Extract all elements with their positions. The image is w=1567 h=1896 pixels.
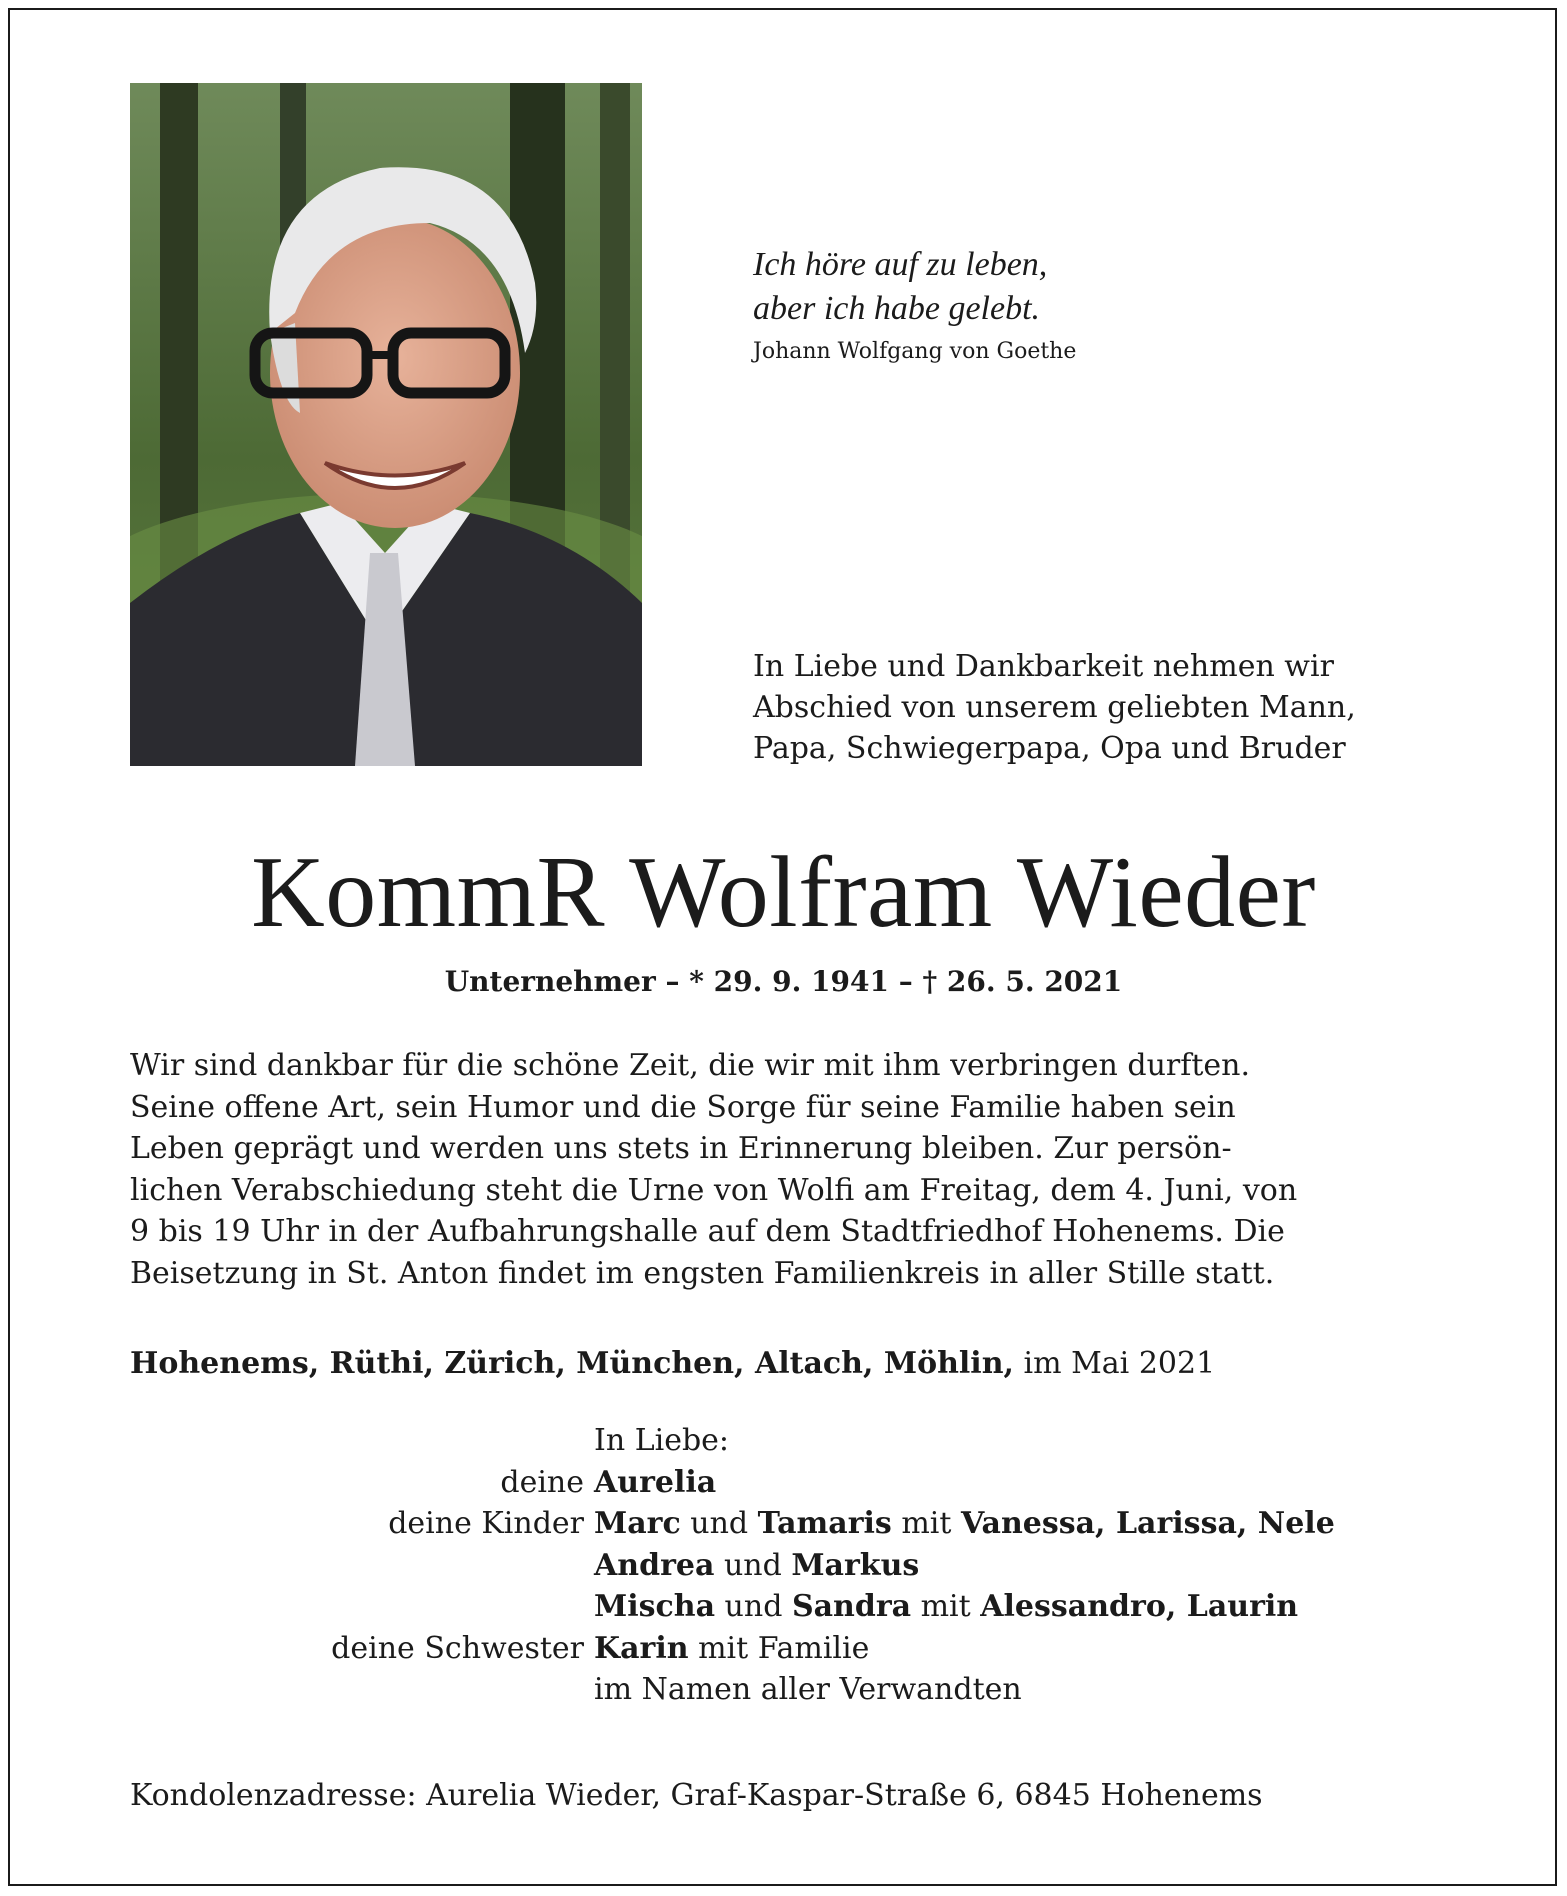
family-names [594,1586,1298,1628]
body-line: Wir sind dankbar für die schöne Zeit, die wir mit ihm verbringen durften. [130,1048,1251,1083]
intro-text [753,646,1473,769]
body-line: 9 bis 19 Uhr in der Aufbahrungshalle auf dem Stadtfriedhof Hohenems. Die [130,1214,1285,1249]
month-year: im Mai 2021 [1013,1346,1216,1381]
quote-line-2: aber ich habe gelebt. [753,290,1041,327]
family-heading: In Liebe: [594,1423,730,1458]
body-line: Beisetzung in St. Anton findet im engsten Familienkreis in aller Stille statt. [130,1255,1275,1291]
family-row [0,1586,1567,1628]
conjunction: mit [911,1589,981,1624]
partner-name: Markus [791,1547,920,1583]
quote-block [753,243,1373,369]
family-row [0,1669,1567,1711]
relation-label: deine [500,1464,584,1500]
family-names [594,1462,716,1504]
body-line: lichen Verabschiedung steht die Urne von Wolfi am Freitag, dem 4. Juni, von [130,1172,1298,1208]
grandchildren-names: Vanessa, Larissa, Nele [960,1506,1335,1541]
family-names [594,1503,1335,1545]
partner-name: Tamaris [757,1506,892,1541]
body-line: Seine offene Art, sein Humor und die Sorge für seine Familie haben sein [130,1089,1236,1125]
child-name: Andrea [594,1547,715,1583]
intro-line-3: Papa, Schwiegerpapa, Opa und Bruder [753,731,1346,766]
family-names [594,1545,919,1587]
places-list: Hohenems, Rüthi, Zürich, München, Altach, Möhlin, [130,1346,1014,1381]
child-name: Marc [594,1506,681,1541]
quote-author: Johann Wolfgang von Goethe [753,339,1077,364]
partner-name: Sandra [791,1589,912,1624]
family-row [0,1503,1567,1545]
family-row [0,1545,1567,1587]
intro-line-2: Abschied von unserem geliebten Mann, [753,690,1356,725]
intro-line-1: In Liebe und Dankbarkeit nehmen wir [753,649,1334,684]
family-names [594,1628,869,1670]
family-row [0,1628,1567,1670]
relation-label: deine Kinder [388,1506,584,1541]
body-paragraph [130,1045,1405,1294]
conjunction: und [714,1547,792,1583]
wife-name: Aurelia [594,1464,717,1500]
portrait-photo [130,83,642,766]
life-dates: Unternehmer – * 29. 9. 1941 – † 26. 5. 2021 [444,965,1123,998]
child-name: Mischa [594,1589,716,1624]
family-row [0,1420,1567,1462]
condolence-address: Kondolenzadresse: Aurelia Wieder, Graf-Kaspar-Straße 6, 6845 Hohenems [130,1778,1263,1813]
sister-suffix: mit Familie [688,1630,870,1666]
conjunction: mit [891,1506,961,1541]
conjunction: und [680,1506,758,1541]
relation-label: deine Schwester [331,1630,584,1666]
family-list [0,1420,1567,1711]
places-date-line [130,1343,1430,1385]
quote-line-1: Ich höre auf zu leben, [753,246,1048,283]
conjunction: und [715,1589,792,1624]
relatives-line: im Namen aller Verwandten [594,1672,1022,1707]
family-row [0,1462,1567,1504]
grandchildren-names: Alessandro, Laurin [980,1589,1299,1624]
body-line: Leben geprägt und werden uns stets in Erinnerung bleiben. Zur persön- [130,1131,1232,1166]
deceased-name: KommR Wolfram Wieder [251,836,1316,949]
sister-name: Karin [594,1630,689,1666]
